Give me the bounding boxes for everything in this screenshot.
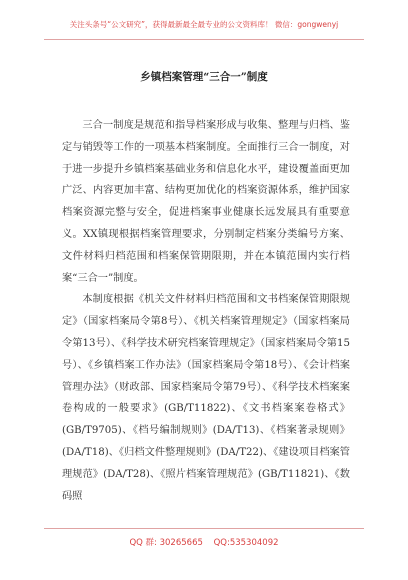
document-body [62,115,350,507]
document-title: 乡镇档案管理“三合一”制度 [140,71,268,83]
paragraph-1: 三合一制度是规范和指导档案形成与收集、整理与归档、鉴定与销毁等工作的一项基本档案制度。全面推行三合一制度，对于进一步提升乡镇档案基础业务和信息化水平，建设覆盖面更加广泛、内容更加丰富、结构更加优化的档案资源体系，维护国家档案资源完整与安全，促进档案事业健康长远发展具有重要意义。XX镇现根据档案管理要求，分别制定档案分类编号方案、文件材料归档范围和档案保管期限期，并在本镇范围内实行档案“三合一”制度。 [62,120,350,284]
header-promo-text: 关注头条号“公文研究”，获得最新最全最专业的公文资料库！ 微信：gongwenyj [69,20,339,29]
footer-qq: QQ:535304092 [213,538,279,548]
footer-divider [44,528,364,529]
header-divider [44,39,364,40]
footer [0,536,408,548]
paragraph-2: 本制度根据《机关文件材料归档范围和文书档案保管期限规定》（国家档案局令第8号）、《机关档案管理规定》（国家档案局令第13号）、《科学技术研究档案管理规定》（国家档案局令第15号）、《乡镇档案工作办法》（国家档案局令第18号）、《会计档案管理办法》（财政部、国家档案局令第79号）、《科学技术档案案卷构成的一般要求》(GB/T11822)、《文书档案案卷格式》(GB/T9705)、《档号编制规则》(DA/T13)、《档案著录规则》(DA/T18)、《归档文件整理规则》(DA/T22)、《建设项目档案管理规范》(DA/T28)、《照片档案管理规范》(GB/T11821)、《数码照 [62,294,350,502]
footer-qq-group: QQ 群: 30265665 [129,538,203,548]
